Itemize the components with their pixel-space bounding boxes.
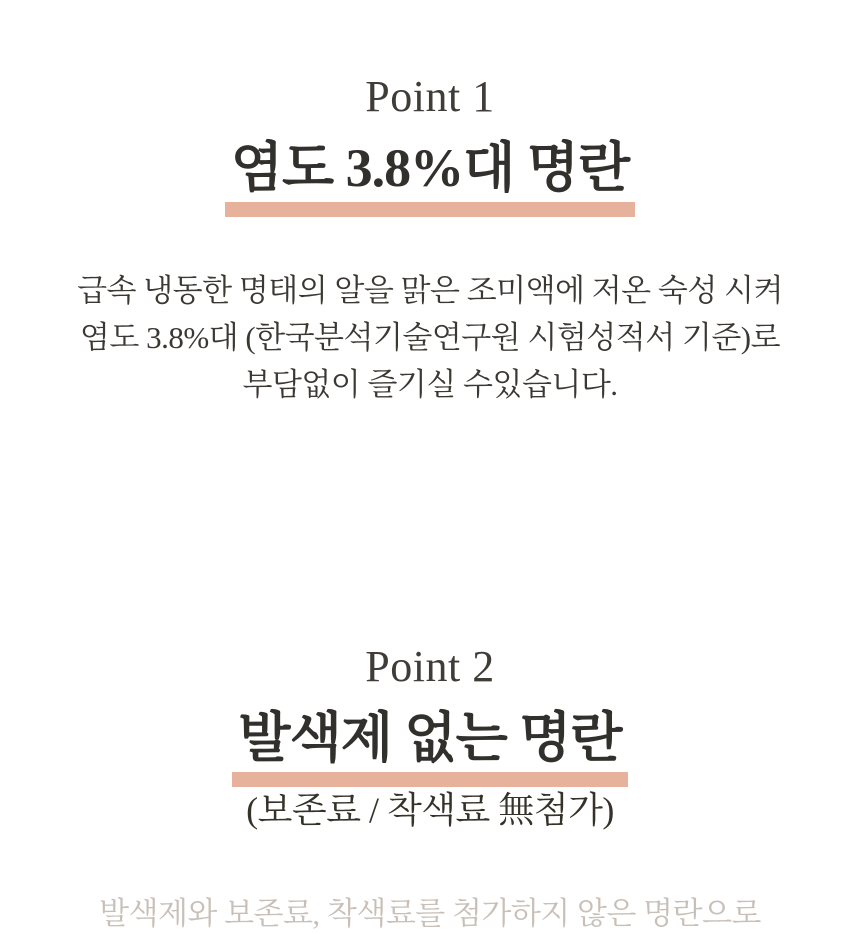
point-2-label: Point 2 bbox=[365, 641, 495, 691]
point-2-heading: 발색제 없는 명란 bbox=[238, 707, 622, 768]
point-1-body-paragraph bbox=[0, 267, 860, 408]
point-1-underline-highlight bbox=[225, 202, 635, 217]
point-2-section bbox=[0, 408, 860, 931]
cutoff-body-line: 발색제와 보존료, 착색료를 첨가하지 않은 명란으로 bbox=[99, 895, 761, 931]
point-2-subheading: (보존료 / 착색료 無첨가) bbox=[246, 789, 614, 830]
point-1-label: Point 1 bbox=[365, 72, 495, 121]
point-2-heading-wrap bbox=[238, 709, 621, 787]
point-1-heading-wrap bbox=[231, 139, 629, 217]
point-1-heading: 염도 3.8%대 명란 bbox=[230, 137, 630, 198]
point-1-section bbox=[0, 0, 860, 408]
point-1-body-line-1: 급속 냉동한 명태의 알을 맑은 조미액에 저온 숙성 시켜 bbox=[77, 272, 783, 308]
point-1-body-line-3: 부담없이 즐기실 수있습니다. bbox=[242, 366, 618, 402]
point-1-body-line-2: 염도 3.8%대 (한국분석기술연구원 시험성적서 기준)로 bbox=[79, 319, 781, 355]
point-2-underline-highlight bbox=[232, 772, 627, 787]
